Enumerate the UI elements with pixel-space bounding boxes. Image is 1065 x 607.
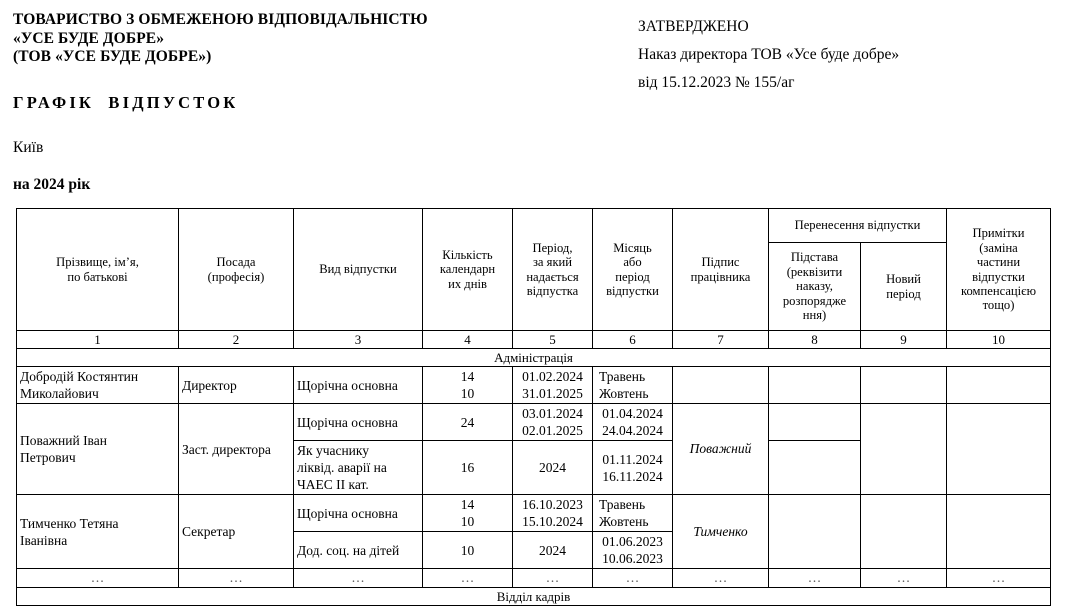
column-number-8: 8	[769, 331, 861, 349]
employee-position: Директор	[179, 367, 294, 404]
column-number-3: 3	[294, 331, 423, 349]
city-label: Київ	[13, 139, 44, 156]
ellipsis-cell: …	[673, 569, 769, 588]
header-col-employee-signature: Підпис працівника	[673, 209, 769, 331]
ellipsis-cell: …	[513, 569, 593, 588]
ellipsis-cell: …	[769, 569, 861, 588]
table-row	[17, 367, 1051, 404]
year-label: на 2024 рік	[13, 176, 91, 193]
column-number-9: 9	[861, 331, 947, 349]
employee-signature	[673, 367, 769, 404]
approval-order-line: Наказ директора ТОВ «Усе буде добре»	[638, 46, 900, 63]
column-number-6: 6	[593, 331, 673, 349]
header-col-calendar-days: Кількість календарн их днів	[423, 209, 513, 331]
approval-order-number: від 15.12.2023 № 155/аг	[638, 74, 795, 91]
ellipsis-row	[17, 569, 1051, 588]
vacation-month: 01.06.2023 10.06.2023	[593, 532, 673, 569]
header-col-vacation-month: Місяць або період відпустки	[593, 209, 673, 331]
work-period: 03.01.2024 02.01.2025	[513, 404, 593, 441]
work-period: 01.02.2024 31.01.2025	[513, 367, 593, 404]
organization-line-1: ТОВАРИСТВО З ОБМЕЖЕНОЮ ВІДПОВІДАЛЬНІСТЮ	[13, 11, 428, 28]
vacation-type: Дод. соц. на дітей	[294, 532, 423, 569]
header-col-full-name: Прізвище, ім’я, по батькові	[17, 209, 179, 331]
section-row-hr-department	[17, 588, 1051, 606]
work-period: 16.10.2023 15.10.2024	[513, 495, 593, 532]
column-number-2: 2	[179, 331, 294, 349]
notes	[947, 404, 1051, 495]
column-number-10: 10	[947, 331, 1051, 349]
organization-line-2: «УСЕ БУДЕ ДОБРЕ»	[13, 29, 165, 47]
calendar-days: 14 10	[423, 367, 513, 404]
column-number-row	[17, 331, 1051, 349]
employee-name: Добродій Костянтин Миколайович	[17, 367, 179, 404]
employee-signature: Тимченко	[673, 495, 769, 569]
transfer-basis	[769, 404, 861, 441]
document-header	[0, 0, 1065, 206]
new-period	[861, 367, 947, 404]
transfer-basis	[769, 441, 861, 495]
ellipsis-cell: …	[947, 569, 1051, 588]
page-title: ГРАФІК ВІДПУСТОК	[13, 93, 239, 112]
header-col-transfer-basis: Підстава (реквізити наказу, розпорядже ння)	[769, 243, 861, 331]
ellipsis-cell: …	[423, 569, 513, 588]
employee-signature: Поважний	[673, 404, 769, 495]
employee-position: Секретар	[179, 495, 294, 569]
ellipsis-cell: …	[861, 569, 947, 588]
ellipsis-cell: …	[593, 569, 673, 588]
table-row	[17, 404, 1051, 441]
header-col-work-period: Період, за який надається відпустка	[513, 209, 593, 331]
table-body	[17, 349, 1051, 606]
header-col-vacation-type: Вид відпустки	[294, 209, 423, 331]
section-title: Відділ кадрів	[17, 588, 1051, 606]
ellipsis-cell: …	[294, 569, 423, 588]
transfer-basis	[769, 367, 861, 404]
vacation-month: 01.11.2024 16.11.2024	[593, 441, 673, 495]
employee-position: Заст. директора	[179, 404, 294, 495]
vacation-type: Щорічна основна	[294, 367, 423, 404]
section-title: Адміністрація	[17, 349, 1051, 367]
vacation-type: Щорічна основна	[294, 404, 423, 441]
column-number-5: 5	[513, 331, 593, 349]
approval-heading: ЗАТВЕРДЖЕНО	[638, 18, 749, 35]
approval-block	[638, 13, 1058, 97]
schedule-table-wrapper	[16, 208, 1050, 606]
header-col-position: Посада (професія)	[179, 209, 294, 331]
calendar-days: 16	[423, 441, 513, 495]
table-header	[17, 209, 1051, 349]
column-number-4: 4	[423, 331, 513, 349]
employee-name: Поважний Іван Петрович	[17, 404, 179, 495]
notes	[947, 367, 1051, 404]
vacation-type: Як учаснику ліквід. аварії на ЧАЕС II кат.	[294, 441, 423, 495]
vacation-month: Травень Жовтень	[593, 495, 673, 532]
new-period	[861, 404, 947, 495]
vacation-month: 01.04.2024 24.04.2024	[593, 404, 673, 441]
organization-line-3: (ТОВ «УСЕ БУДЕ ДОБРЕ»)	[13, 48, 212, 65]
calendar-days: 14 10	[423, 495, 513, 532]
calendar-days: 10	[423, 532, 513, 569]
section-row-administration	[17, 349, 1051, 367]
new-period	[861, 495, 947, 569]
ellipsis-cell: …	[17, 569, 179, 588]
header-col-notes: Примітки (заміна частини відпустки компенсацією тощо)	[947, 209, 1051, 331]
employee-name: Тимченко Тетяна Іванівна	[17, 495, 179, 569]
work-period: 2024	[513, 532, 593, 569]
work-period: 2024	[513, 441, 593, 495]
vacation-schedule-table	[16, 208, 1051, 606]
column-number-1: 1	[17, 331, 179, 349]
transfer-basis	[769, 495, 861, 569]
calendar-days: 24	[423, 404, 513, 441]
header-col-new-period: Новий період	[861, 243, 947, 331]
table-header-row-1	[17, 209, 1051, 243]
vacation-type: Щорічна основна	[294, 495, 423, 532]
ellipsis-cell: …	[179, 569, 294, 588]
organization-block	[13, 11, 573, 67]
header-group-vacation-transfer: Перенесення відпустки	[769, 209, 947, 243]
notes	[947, 495, 1051, 569]
column-number-7: 7	[673, 331, 769, 349]
table-row	[17, 495, 1051, 532]
vacation-month: Травень Жовтень	[593, 367, 673, 404]
